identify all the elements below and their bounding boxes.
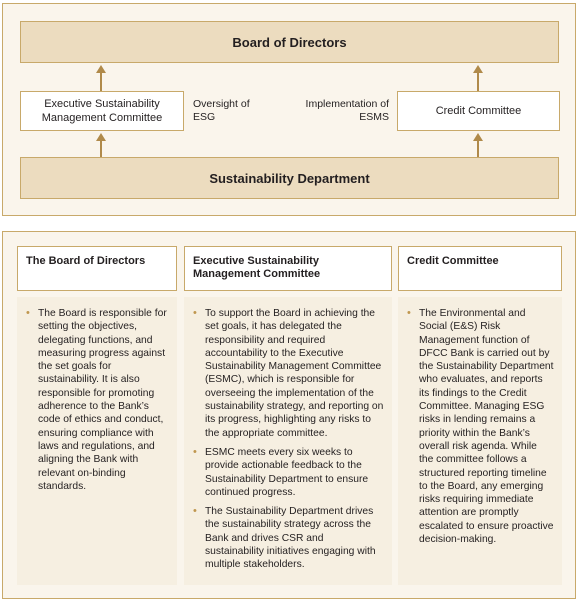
sustainability-department-box bbox=[20, 157, 559, 199]
credit-column-body bbox=[398, 297, 562, 585]
board-column-heading: The Board of Directors bbox=[17, 246, 177, 291]
sustainability-department-label: Sustainability Department bbox=[209, 170, 370, 186]
board-of-directors-label: Board of Directors bbox=[232, 34, 347, 50]
credit-column-heading: Credit Committee bbox=[398, 246, 562, 291]
board-column-body bbox=[17, 297, 177, 585]
list-item: • ESMC meets every six weeks to provide actionable feedback to the Sustainability Department to ensure continued progress. bbox=[193, 445, 369, 498]
oversight-of-esg-label: Oversight of ESG bbox=[193, 98, 250, 123]
esmc-column-body bbox=[184, 297, 392, 585]
esmc-box bbox=[20, 91, 184, 131]
list-item: • The Sustainability Department drives the sustainability strategy across the Bank and drives CSR and sustainability initiatives engaging with multiple stakeholders. bbox=[193, 505, 376, 571]
esmc-label: Executive Sustainability Management Committee bbox=[41, 98, 163, 124]
implementation-of-esms-label: Implementation of ESMS bbox=[305, 98, 389, 123]
list-item: • The Board is responsible for setting the objectives, delegating functions, and measuring progress against the set goals for sustainability. It is also responsible for promoting adherence to the Bank’s code of ethics and conduct, ensuring compliance with laws and regulations, and aligning the Bank with relevant on-binding standards. bbox=[26, 307, 167, 492]
esmc-column-heading: Executive Sustainability Management Committee bbox=[184, 246, 392, 291]
list-item: • The Environmental and Social (E&S) Risk Management function of DFCC Bank is carried out by the Sustainability Department who evaluates, and reports its findings to the Credit Committee. Managing ESG risks in lending remains a priority within the Bank’s overall risk agenda. While the committee follows a structured reporting timeline to the Board, any emerging risks requiring immediate attention are promptly escalated to ensure proactive decision-making. bbox=[407, 307, 554, 546]
board-of-directors-box bbox=[20, 21, 559, 63]
credit-committee-box bbox=[397, 91, 560, 131]
list-item: • To support the Board in achieving the set goals, it has delegated the responsibility and required accountability to the Executive Sustainability Management Committee (ESMC), which is responsible for overseeing the implementation of the sustainability strategy, and reporting on its progress, highlighting any risks to the appropriate committee. bbox=[193, 307, 384, 439]
credit-committee-label: Credit Committee bbox=[435, 105, 522, 117]
